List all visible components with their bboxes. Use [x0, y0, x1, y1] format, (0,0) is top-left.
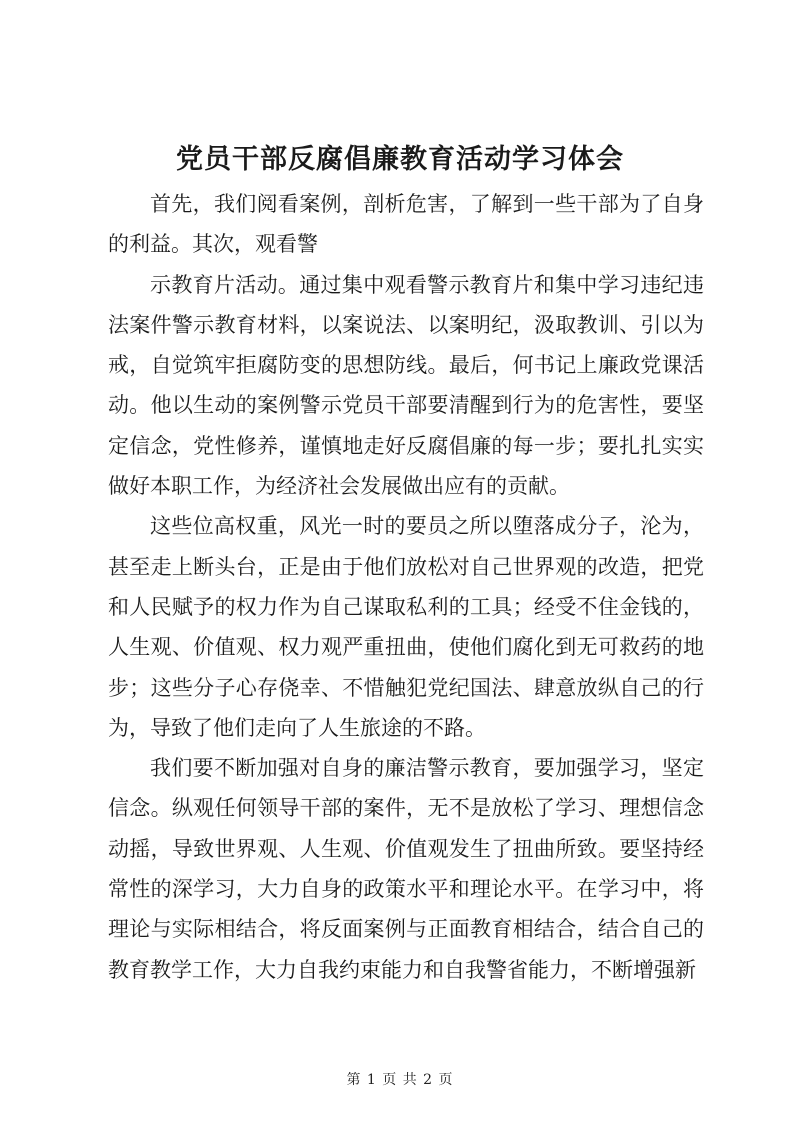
paragraph-1: 首先，我们阅看案例，剖析危害，了解到一些干部为了自身的利益。其次，观看警 [108, 192, 704, 257]
page-footer: 第 1 页 共 2 页 [346, 1072, 454, 1088]
document-title: 党员干部反腐倡廉教育活动学习体会 [176, 144, 624, 175]
paragraph-3: 这些位高权重，风光一时的要员之所以堕落成分子，沦为，甚至走上断头台，正是由于他们放松对自己世界观的改造，把党和人民赋予的权力作为自己谋取私利的工具；经受不住金钱的，人生观、价值观、权力观严重扭曲，使他们腐化到无可救药的地步；这些分子心存侥幸、不惜触犯党纪国法、肆意放纵自己的行为，导致了他们走向了人生旅途的不路。 [108, 514, 704, 740]
paragraph-2: 示教育片活动。通过集中观看警示教育片和集中学习违纪违法案件警示教育材料，以案说法、以案明纪，汲取教训、引以为戒，自觉筑牢拒腐防变的思想防线。最后，何书记上廉政党课活动。他以生动的案例警示党员干部要清醒到行为的危害性，要坚定信念，党性修养，谨慎地走好反腐倡廉的每一步；要扎扎实实做好本职工作，为经济社会发展做出应有的贡献。 [108, 272, 704, 499]
paragraph-4: 我们要不断加强对自身的廉洁警示教育，要加强学习，坚定信念。纵观任何领导干部的案件，无不是放松了学习、理想信念动摇，导致世界观、人生观、价值观发生了扭曲所致。要坚持经常性的深学习，大力自身的政策水平和理论水平。在学习中，将理论与实际相结合，将反面案例与正面教育相结合，结合自己的教育教学工作，大力自我约束能力和自我警省能力，不断增强新 [108, 756, 704, 982]
document-body [108, 184, 704, 990]
